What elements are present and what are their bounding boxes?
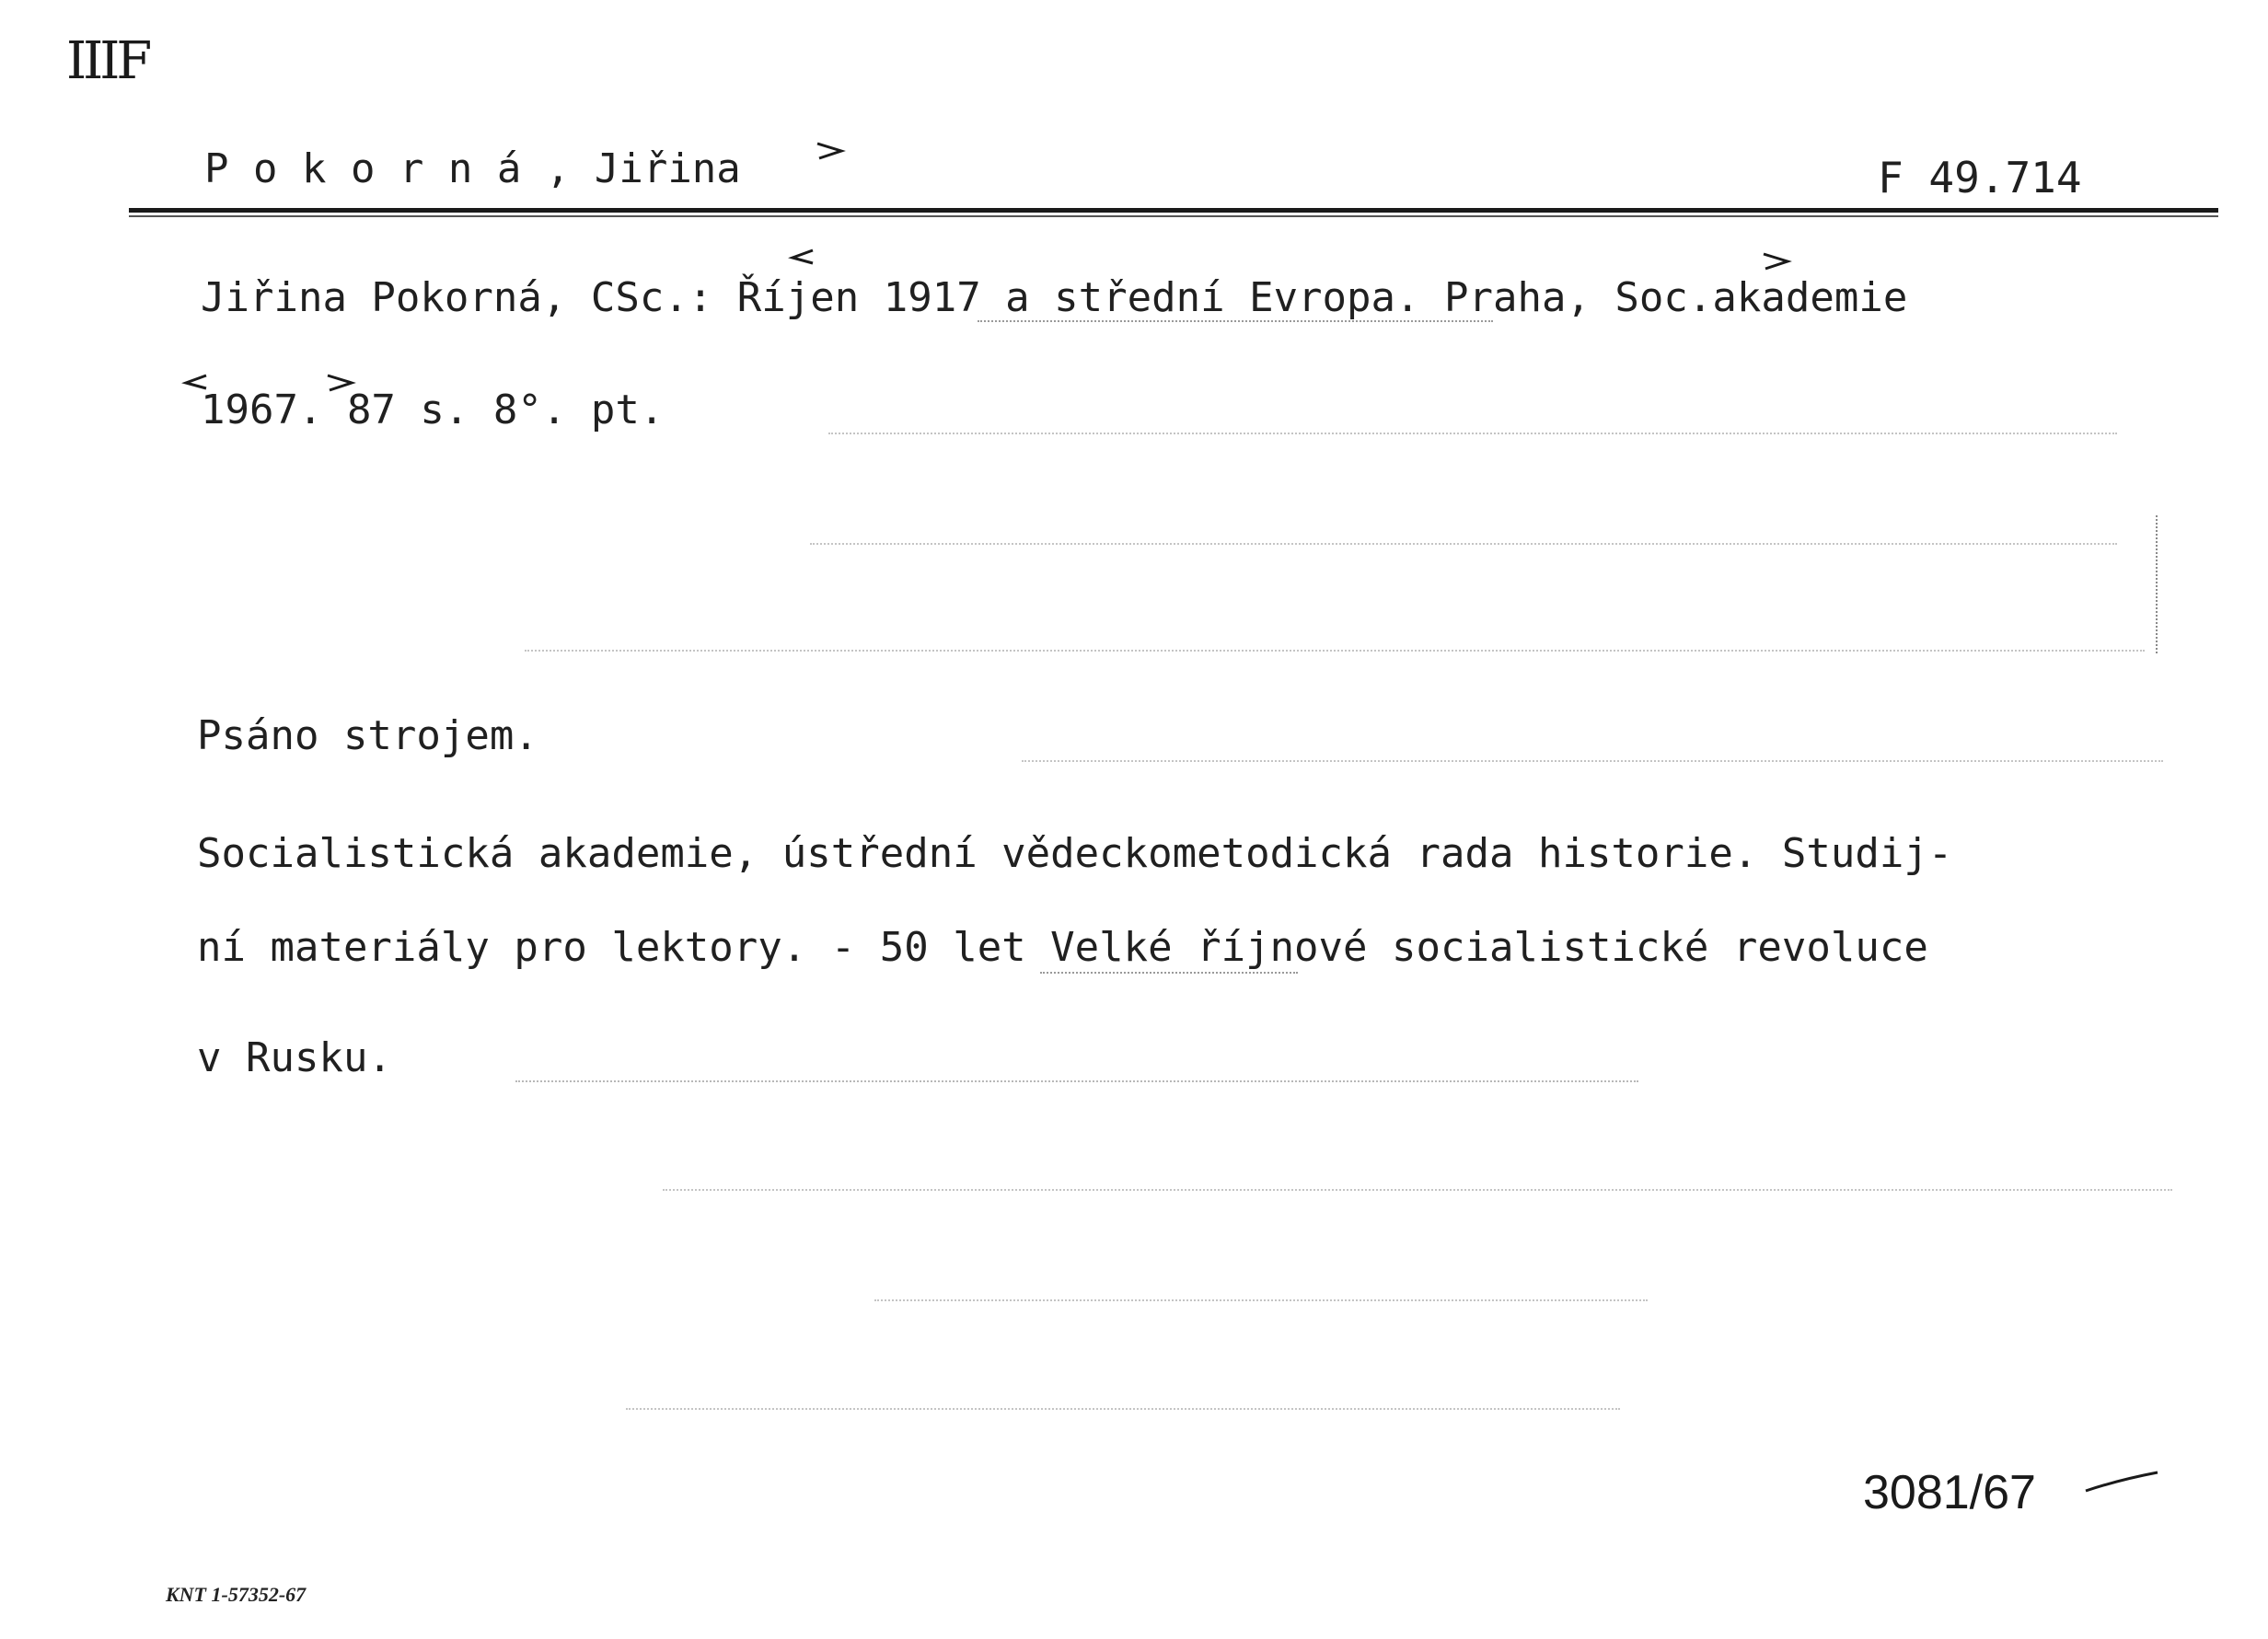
blank-line — [525, 650, 2145, 652]
printer-mark: KNT 1-57352-67 — [166, 1583, 307, 1606]
title-underline — [978, 320, 1493, 322]
dash-stroke-icon — [2082, 1471, 2165, 1498]
heading-rule-shadow — [129, 215, 2218, 217]
blank-line — [626, 1408, 1620, 1410]
insert-mark-icon — [324, 372, 361, 399]
insert-mark-icon — [180, 372, 217, 399]
insert-mark-icon — [814, 138, 850, 166]
accession-number: 3081/67 — [1863, 1466, 2036, 1519]
insert-mark-icon — [1760, 250, 1797, 278]
title-line: Jiřina Pokorná, CSc.: Říjen 1917 a střední Evropa. Praha, Soc.akademie — [201, 274, 1908, 321]
blank-line — [1022, 760, 2163, 762]
blank-line — [663, 1189, 2172, 1191]
heading-rule — [129, 208, 2218, 213]
author-heading: P o k o r n á , Jiřina — [204, 145, 741, 192]
blank-line — [828, 433, 2117, 434]
series-line-2: ní materiály pro lektory. - 50 let Velké říjnové socialistické revoluce — [197, 924, 1928, 971]
note-line: Psáno strojem. — [197, 712, 538, 759]
blank-line — [810, 543, 2117, 545]
series-line-1: Socialistická akademie, ústřední vědeckometodická rada historie. Studij- — [197, 830, 1953, 877]
blank-line — [515, 1080, 1638, 1082]
insert-mark-icon — [787, 247, 824, 274]
right-margin-dots — [2156, 515, 2158, 653]
series-line-3: v Rusku. — [197, 1034, 392, 1081]
imprint-line: 1967. 87 s. 8°. pt. — [201, 387, 665, 433]
shelfmark: F 49.714 — [1878, 153, 2082, 202]
series-underline — [1040, 972, 1298, 974]
blank-line — [874, 1299, 1648, 1301]
corner-mark: IIIF — [66, 31, 149, 91]
